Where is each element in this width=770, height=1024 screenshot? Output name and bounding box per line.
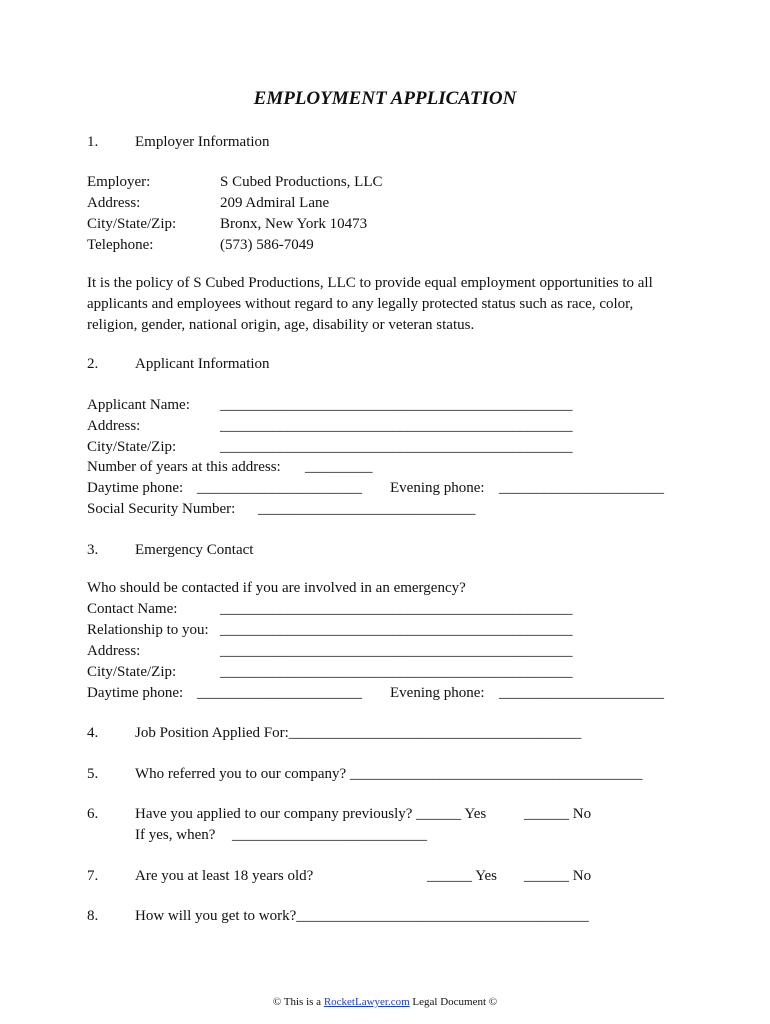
document-title: EMPLOYMENT APPLICATION xyxy=(253,88,517,109)
relationship-label: Relationship to you: xyxy=(87,622,209,638)
applicant-name-label: Applicant Name: xyxy=(87,397,190,413)
employer-city-value: Bronx, New York 10473 xyxy=(220,216,368,232)
rocketlawyer-link[interactable]: RocketLawyer.com xyxy=(323,996,410,1008)
applicant-name-field[interactable]: _______________________________________________ xyxy=(220,397,573,413)
if-yes-when-field[interactable]: __________________________ xyxy=(232,827,427,843)
age-yes-field[interactable]: ______ Yes xyxy=(427,868,498,884)
footer-suffix: Legal Document © xyxy=(409,996,498,1008)
footer xyxy=(0,995,770,1009)
ssn-label: Social Security Number: xyxy=(87,501,236,517)
ssn-field[interactable]: _____________________________ xyxy=(258,501,476,517)
relationship-field[interactable]: _______________________________________________ xyxy=(220,622,573,638)
applied-previously-yes[interactable]: Have you applied to our company previously? ______ Yes xyxy=(135,806,487,822)
applicant-day-phone-field[interactable]: ______________________ xyxy=(197,480,362,496)
if-yes-when-label: If yes, when? xyxy=(135,827,216,843)
equal-opportunity-policy: It is the policy of S Cubed Productions, LLC to provide equal employment opportunities to all applicants and employees without regard to any legally protected status such as race, color, religion, gender, national origin, age, disability or veteran status. xyxy=(87,275,653,333)
footer-prefix: © This is a xyxy=(272,996,324,1008)
employer-value: S Cubed Productions, LLC xyxy=(220,174,383,190)
years-at-address-label: Number of years at this address: xyxy=(87,459,281,475)
q5-number: 5. xyxy=(87,766,99,782)
contact-name-label: Contact Name: xyxy=(87,601,178,617)
applicant-city-field[interactable]: _______________________________________________ xyxy=(220,439,573,455)
q6-number: 6. xyxy=(87,806,99,822)
contact-address-label: Address: xyxy=(87,643,141,659)
job-position-field[interactable]: Job Position Applied For:_______________________________________ xyxy=(135,725,582,741)
q4-number: 4. xyxy=(87,725,99,741)
section-1-heading: Employer Information xyxy=(135,134,270,150)
applicant-city-label: City/State/Zip: xyxy=(87,439,177,455)
contact-day-phone-field[interactable]: ______________________ xyxy=(197,685,362,701)
section-3-heading: Emergency Contact xyxy=(135,542,254,558)
applicant-address-label: Address: xyxy=(87,418,141,434)
applicant-day-phone-label: Daytime phone: xyxy=(87,480,184,496)
contact-city-field[interactable]: _______________________________________________ xyxy=(220,664,573,680)
employer-address-value: 209 Admiral Lane xyxy=(220,195,330,211)
transportation-field[interactable]: How will you get to work?_______________________________________ xyxy=(135,908,589,924)
years-at-address-field[interactable]: _________ xyxy=(305,459,373,475)
applicant-address-field[interactable]: _______________________________________________ xyxy=(220,418,573,434)
q8-number: 8. xyxy=(87,908,99,924)
q7-number: 7. xyxy=(87,868,99,884)
section-2-number: 2. xyxy=(87,356,99,372)
contact-name-field[interactable]: _______________________________________________ xyxy=(220,601,573,617)
applied-previously-no[interactable]: ______ No xyxy=(524,806,592,822)
section-3-number: 3. xyxy=(87,542,99,558)
employer-city-label: City/State/Zip: xyxy=(87,216,177,232)
age-question: Are you at least 18 years old? xyxy=(135,868,314,884)
age-no-field[interactable]: ______ No xyxy=(524,868,592,884)
employer-label: Employer: xyxy=(87,174,151,190)
emergency-question: Who should be contacted if you are involved in an emergency? xyxy=(87,580,466,596)
contact-eve-phone-field[interactable]: ______________________ xyxy=(499,685,664,701)
employer-address-label: Address: xyxy=(87,195,141,211)
contact-city-label: City/State/Zip: xyxy=(87,664,177,680)
employer-phone-label: Telephone: xyxy=(87,237,154,253)
contact-eve-phone-label: Evening phone: xyxy=(390,685,485,701)
referral-field[interactable]: Who referred you to our company? _______________________________________ xyxy=(135,766,643,782)
section-1-number: 1. xyxy=(87,134,99,150)
section-2-heading: Applicant Information xyxy=(135,356,270,372)
employer-phone-value: (573) 586-7049 xyxy=(220,237,314,253)
contact-day-phone-label: Daytime phone: xyxy=(87,685,184,701)
applicant-eve-phone-label: Evening phone: xyxy=(390,480,485,496)
applicant-eve-phone-field[interactable]: ______________________ xyxy=(499,480,664,496)
contact-address-field[interactable]: _______________________________________________ xyxy=(220,643,573,659)
